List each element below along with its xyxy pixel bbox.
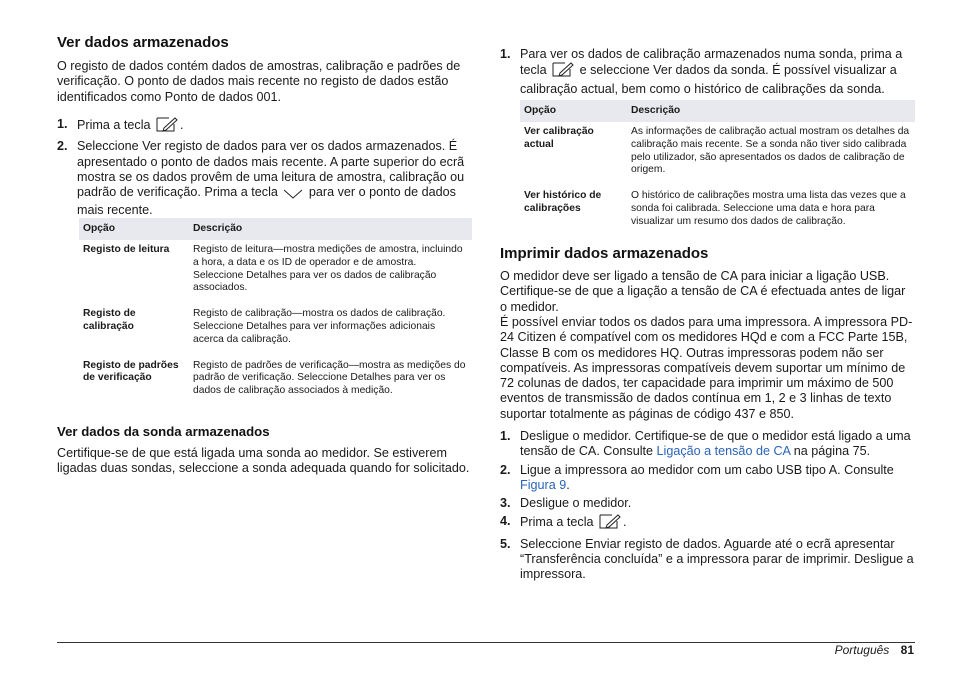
print-step-4: 4. Prima a tecla . xyxy=(500,514,915,533)
data-log-options-table xyxy=(79,218,472,407)
footer xyxy=(835,643,914,657)
header-description: Descrição xyxy=(189,218,472,240)
right-step-calibration xyxy=(500,47,915,97)
print-step-5: 5. Seleccione Enviar registo de dados. Aguarde até o ecrã apresentar “Transferência concluída” e a impressora parar de imprimir. Desligue a impressora. xyxy=(500,536,914,582)
heading-view-stored-data: Ver dados armazenados xyxy=(57,34,229,51)
print-step-3: 3. Desligue o medidor. xyxy=(500,496,632,511)
table-row: Registo de calibração Registo de calibração—mostra os dados de calibração. Seleccione Detalhes para ver informações adicionais acerca da calibração. xyxy=(83,308,446,345)
page-number: 81 xyxy=(900,643,914,657)
table-row: Ver calibração actual As informações de calibração actual mostram os detalhes da calibração mais recente. Se a sonda não tiver sido calibrada pelo utilizador, são apresentados os dados de calibração de origem. xyxy=(524,126,910,176)
down-arrow-key-icon xyxy=(283,188,303,203)
subheading-probe-data: Ver dados da sonda armazenados xyxy=(57,424,270,439)
footer-language: Português xyxy=(834,643,890,657)
print-step-1: 1. Desligue o medidor. Certifique-se de que o medidor está ligado a uma tensão de CA. Consulte Ligação a tensão de CA na página 75. xyxy=(500,429,911,459)
probe-text: Certifique-se de que está ligada uma sonda ao medidor. Se estiverem ligadas duas sondas, seleccione a sonda adequada quando for solicitado. xyxy=(57,446,470,476)
print-step-2: 2. Ligue a impressora ao medidor com um cabo USB tipo A. Consulte Figura 9. xyxy=(500,462,894,492)
step-1-calibration: 1. Para ver os dados de calibração armazenados numa sonda, prima a tecla e seleccione Ver dados da sonda. É possível visualizar a calibração actual, bem como o histórico de calibrações da sonda. xyxy=(500,47,903,96)
header-description: Descrição xyxy=(627,100,915,122)
table-row: Registo de leitura Registo de leitura—mostra medições de amostra, incluindo a hora, a data e os ID de operador e de amostra. Seleccione Detalhes para ver os dados de calibração associados. xyxy=(83,244,463,294)
print-para-2: É possível enviar todos os dados para uma impressora. A impressora PD-24 Citizen é compatível com os medidores HQd e com a FCC Parte 15B, Classe B com os medidores HQ. Outras impressoras podem não ser compatíveis. As impressoras compatíveis devem suportar um mínimo de 72 colunas de dados, ter capacidade para imprimir um máximo de 500 eventos de transmissão de dados contínua em 1, 2 e 3 linhas de texto suportar totalmente as páginas de código 437 e 850. xyxy=(500,315,913,421)
intro-text: O registo de dados contém dados de amostras, calibração e padrões de verificação. O ponto de dados mais recente no registo de dados estão identificados como Ponto de dados 001. xyxy=(57,59,461,104)
pencil-key-icon xyxy=(599,514,621,533)
header-option: Opção xyxy=(520,100,627,122)
print-para-1: O medidor deve ser ligado a tensão de CA para iniciar a ligação USB. Certifique-se de que a ligação a tensão de CA é efectuada antes de ligar o medidor. xyxy=(500,269,906,314)
footer-rule xyxy=(57,642,915,643)
link-ac-power[interactable]: Ligação a tensão de CA xyxy=(656,444,791,459)
step-1: 1. Prima a tecla . xyxy=(57,117,472,136)
pencil-key-icon xyxy=(552,62,574,81)
heading-print-stored-data: Imprimir dados armazenados xyxy=(500,245,709,262)
table-row: Ver histórico de calibrações O histórico de calibrações mostra uma lista das vezes que a sonda foi calibrada. Seleccione uma data e hora para visualizar um resumo dos dados de calibração. xyxy=(524,190,906,227)
header-option: Opção xyxy=(79,218,189,240)
link-figure-9[interactable]: Figura 9 xyxy=(520,477,567,492)
left-steps xyxy=(57,117,472,219)
probe-options-table xyxy=(520,100,915,238)
pencil-key-icon xyxy=(156,117,178,136)
table-row: Registo de padrões de verificação Registo de padrões de verificação—mostra as medições do padrão de verificação. Seleccione Detalhes para ver os dados de calibração associados à medição. xyxy=(83,359,466,397)
step-2: 2. Seleccione Ver registo de dados para ver os dados armazenados. É apresentado o ponto de dados mais recente. A parte superior do ecrã mostra se os dados provêm de uma leitura de amostra, calibração ou padrão de verificação. Prima a tecla para ver o ponto de dados mais recente. xyxy=(57,139,465,218)
print-steps xyxy=(500,429,915,583)
